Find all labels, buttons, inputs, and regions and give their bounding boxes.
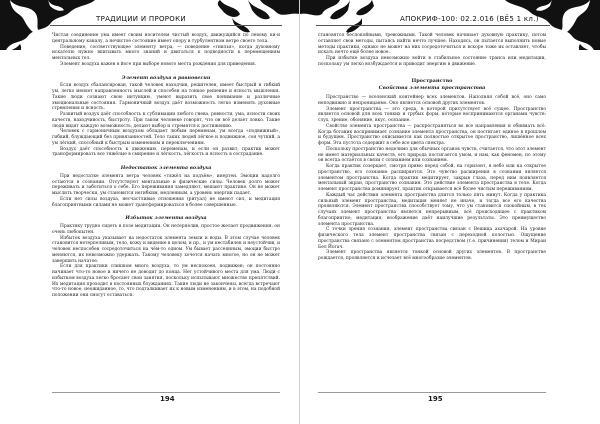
footer-rule xyxy=(318,392,546,393)
spacer xyxy=(318,68,546,73)
paragraph: Каждый час действия элемента пространства длится только пять минут. Когда у практика сильный элемент пространства, медитация меняет не иначе, и тогда все его качества проявляются. Элемент пространства способствует тому, что ум становится спокойным, в тех случаях элемент пространства является непрерывным, всё происходящее с практиком благоприятно; медитация, воображение даёт наилучшие результаты. Это преимущество элемента пространства. xyxy=(318,192,546,227)
paragraph: Элемент воздуха важен в йоге при выборе нового места рождения для приведения. xyxy=(60,61,257,67)
spacer xyxy=(52,158,280,163)
paragraph: Поведение, соответствующее элементу ветра, — поведение «гнилья», когда духовному искателю нужно впитывать много знаний и двигаться к подводности к перемещениям ментальных тел. xyxy=(52,44,280,61)
body-text xyxy=(318,33,546,262)
section-subheading: Элемент воздуха в равновесии xyxy=(121,74,211,81)
header-rule xyxy=(50,25,282,26)
section-subtitle: Свойства элемента пространства xyxy=(378,85,486,92)
paragraph: Элемент пространства — это среда, в которой присутствует всё сущее. Пространство является основой для всех тонких и грубых форм, которые воспринимаются органами чувств: слух, зрение, обоняние, вкус, осязание. xyxy=(318,106,546,123)
body-text xyxy=(52,33,280,299)
paragraph: С точки зрения сознания, элемент пространства связан с Вешица ахачарой. На уровне физического тела элемент пространства связан с переходной полостью. Ощущение пространства связано с элементом пространства посредством (т.е. причинения) телом и Мираи Бел Йогач. xyxy=(318,227,546,250)
header-rule xyxy=(316,25,550,26)
section-subheading: Недостаток элемента воздуха xyxy=(120,165,212,171)
paragraph: Свойство элемента пространства — распространяться во все направления и обнимать всё. Когда ботаник воспринимает сознание элемента пространства, он постигает единое в прошлом и будущем. Пространство описывается как полностью открытое пространство, лишённое всех форм. Эта пустота содержит в себе все цвета спектра. xyxy=(318,123,546,146)
paragraph: При избытке воздуха невозможно войти в стабильное состояние транса или медитации, поскольку ум легко возбуждается и приводит энергию в движение. xyxy=(318,56,546,67)
paragraph: Практику трудно сидеть в позе медитации. Он нетерпелив, простое желает продвижения, он очень любопытен. xyxy=(52,224,280,235)
paragraph: Поскольку пространство неделимо для обычных органов чувств, считается, что этот элемент не имеет материальных качеств, его природа постигается умом, и нам, как феномен, по этому он всегда остаётся в связи с сознанием или сознанием. xyxy=(318,146,546,164)
paragraph: Чистая соединение ума имеет своим носителем чистый воздух, движущийся по левому ки-и центральному каналу, а нечистое состояние имеет опору в турбулентном ветре своего тела. xyxy=(52,33,280,44)
paragraph: Когда практик созерцает, смотря прямо перед собой, на горизонт, в небо или на открытое пространство, его сознание расширяется. Это чувство расширения в сознании является элементом пространства. Когда практик медитирует, закрыв глаза, перед ним появляется ментальный экран, пространство сознания. Это действие элемента пространства в теле. Когда элемент пространства доминирует, практик открывается всё более чистым переживаниям. xyxy=(318,164,546,192)
page-number: 195 xyxy=(428,395,443,403)
spacer xyxy=(52,68,280,73)
paragraph: Элемент пространства является тонкой основой других элементов. В пространстве рождается, проявляется и исчезает всё многообразие элементов. xyxy=(318,250,546,261)
paragraph: Избыток воздуха указывает на недостаток элемента земли и воды. В этом случае человек становится нетерпеливым, тело, кожу и видение в целом, и пр., и ум нестабилен и неустойчив, и человек неспособен сосредоточиться на чём-то одном. Ум бывает рассеянным, эмоции быстро меняются, их невозможно удержать. Такому человеку хочется начать многое, но он не может завершить начатое. xyxy=(52,235,280,264)
paragraph: Если нет силы воздуха, несчастливые отношения (ритуал) не имеют сил, и медитация благоприятными силами не может трансформироваться в более совершенные. xyxy=(52,196,280,208)
paragraph: Воздух даёт способность к движению, переменам, и если он развит, практик может трансформировать все тяжёлые в смирение и лёгкость, лёгкость и ясность в сострадание. xyxy=(52,146,280,158)
paragraph: становятся беспокойными, тревожными. Такой человек начинает духовную практику, потом оставляет свои методы, пытаясь найти нечто лучшее. Находясь, он пытается выполнить новые методы практики, однако не может на них сосредоточиться и вскоре тоже их оставляет, чтобы искать нечто ещё более новое. xyxy=(318,33,546,56)
paragraph: Если воздух сбалансирован, такой человек находчив, решителен, имеет быстрый и гибкий ум, легко меняет направленность мыслей и способен на тонкое решение и ясность мышления. Такие люди сознают свою интуицию, умеют выразить свое понимание и различные эмоциональные состояния. Гармоничный воздух даёт возможность легко изменять духовные стремления и ясность. xyxy=(52,83,280,112)
paragraph: Если для практики слишком много воздуха, то ум неспокоен, подвижен; он постоянно начинает что-то новое и ничего не доводит до конца. Нет устойчивого места для ума. Люди с избытком воздуха легко бросают свои занятия, поскольку испытывают множество препятствий. Их медитация проходит в постоянных блужданиях. Такие люди не закончены, всегда встречают что-то новое, неожиданное, то, что подталкивает их к новым изменениям, и в этом, на подобной положении они смогут оставаться. xyxy=(52,264,280,298)
paragraph: Пространство — вселенский контейнер всех элементов. Наполняя собой всё, оно само неподвижно и непроницаемо. Оно является основой других элементов. xyxy=(318,95,546,106)
section-heading: Пространство xyxy=(411,77,453,84)
section-subheading: Избыток элемента воздуха xyxy=(125,215,207,222)
spacer xyxy=(52,208,280,213)
running-head: АПОКРИФ-100: 02.2.016 (ВЁ5 1 кл.) xyxy=(400,15,539,23)
right-page xyxy=(300,0,600,424)
footer-rule xyxy=(52,392,280,393)
paragraph: Развитый воздух даёт способность к сублимации любого гнева, ревности, ума, ясности своих качеств, находчивость, быстроту. При таком человеке говорят, что он всё делает ловко. Такие люди видят каждую возможность, делают выбор и стремятся к достижению. xyxy=(52,112,280,129)
page-number: 194 xyxy=(160,395,175,403)
running-head: ТРАДИЦИИ И ПРОРОКИ xyxy=(96,15,186,23)
paragraph: При недостатке элемента ветра человек «тяжёл на подъём», инертен. Эмоции надолго остаются в сознании. Отсутствуют ментальные и физические силы. Человек долго может переживать и заботиться о себе. Его переживания замедляют, мешают практике. Он не может мыслить творчески, ум становится негибким, медленным, а уровень энергии падает. xyxy=(52,173,280,196)
paragraph: Человек с гармоничным воздухом обладает любым переменам, ум всегда «подвижный», гибкий, блуждающий без привязанностей. Тело таких людей лёгкое и подвижное, сон чуткий, а ум лёгкий, способный к быстрым изменениям и переключениям. xyxy=(52,129,280,146)
